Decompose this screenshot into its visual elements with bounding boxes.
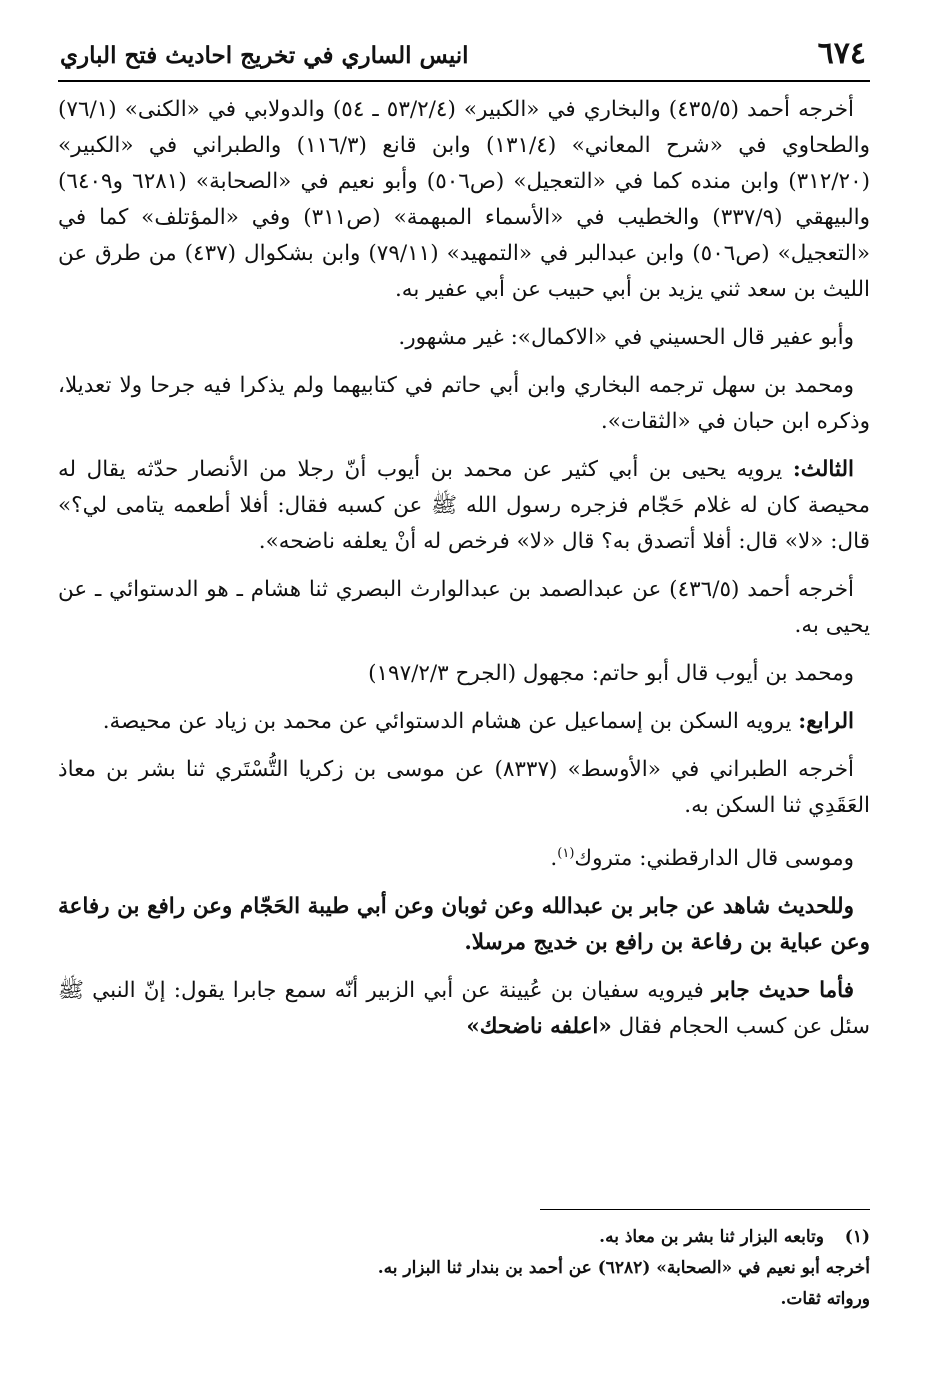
page-header — [58, 34, 870, 82]
paragraph: أخرجه أحمد (٤٣٥/٥) والبخاري في «الكبير» (٥٣/٢/٤ ـ ٥٤) والدولابي في «الكنى» (٧٦/١) والطحاوي في «شرح المعاني» (١٣١/٤) وابن قانع (١١٦/٣) والطبراني في «الكبير» (٣١٢/٢٠) وابن منده كما في «التعجيل» (ص٥٠٦) وأبو نعيم في «الصحابة» (٦٢٨١ و٦٤٠٩) والبيهقي (٣٣٧/٩) والخطيب في «الأسماء المبهمة» (ص٣١١) وفي «المؤتلف» كما في «التعجيل» (ص٥٠٦) وابن عبدالبر في «التمهيد» (٧٩/١١) وابن بشكوال (٤٣٧) من طرق عن الليث بن سعد ثني يزيد بن أبي حبيب عن أبي عفير به. — [58, 97, 871, 302]
book-title: انيس الساري في تخريج احاديث فتح الباري — [60, 42, 469, 69]
footnote-separator — [540, 1209, 870, 1210]
section-label: فأما حديث جابر — [712, 978, 854, 1004]
paragraph: وأبو عفير قال الحسيني في «الاكمال»: غير مشهور. — [398, 325, 854, 350]
paragraph: أخرجه الطبراني في «الأوسط» (٨٣٣٧) عن موسى بن زكريا التُّسْتَري ثنا بشر بن معاذ العَقَدِي ثنا السكن به. — [58, 757, 870, 818]
paragraph-bold: وللحديث شاهد عن جابر بن عبدالله وعن ثوبان وعن أبي طيبة الحَجّام وعن رافع بن رفاعة وعن عباية بن رفاعة بن رافع بن خديج مرسلا. — [58, 894, 870, 956]
footnote-line: ورواته ثقات. — [780, 1289, 870, 1309]
footnote-line: أخرجه أبو نعيم في «الصحابة» (٦٢٨٢) عن أحمد بن بندار ثنا البزار به. — [377, 1258, 870, 1278]
footnote-reference: (١) — [557, 846, 575, 861]
footnotes — [58, 1222, 870, 1315]
paragraph: الثالث: يرويه يحيى بن أبي كثير عن محمد بن أيوب أنّ رجلا من الأنصار حدّثه يقال له محيصة كان له غلام حَجّام فزجره رسول الله ﷺ عن كسبه فقال: أفلا أطعمه يتامى لي؟» قال: «لا» قال: أفلا أتصدق به؟ قال «لا» فرخص له أنْ يعلفه ناضحه». — [58, 457, 870, 554]
paragraph: ومحمد بن سهل ترجمه البخاري وابن أبي حاتم في كتابيهما ولم يذكرا فيه جرحا ولا تعديلا، وذكره ابن حبان في «الثقات». — [58, 373, 870, 434]
paragraph: فأما حديث جابر فيرويه سفيان بن عُيينة عن أبي الزبير أنّه سمع جابرا يقول: إنّ النبي ﷺ سئل عن كسب الحجام فقال «اعلفه ناضحك» — [58, 978, 870, 1040]
page — [58, 34, 870, 1364]
section-label: الرابع: — [798, 709, 854, 734]
paragraph: الرابع: يرويه السكن بن إسماعيل عن هشام الدستوائي عن محمد بن زياد عن محيصة. — [102, 709, 854, 734]
page-number: ٦٧٤ — [817, 36, 866, 71]
paragraph: أخرجه أحمد (٤٣٦/٥) عن عبدالصمد بن عبدالوارث البصري ثنا هشام ـ هو الدستوائي ـ عن يحيى به. — [58, 577, 870, 638]
main-text — [58, 92, 870, 1045]
footnote-line: (١)وتابعه البزار ثنا بشر بن معاذ به. — [58, 1222, 870, 1253]
section-label: الثالث: — [792, 457, 854, 482]
paragraph: ومحمد بن أيوب قال أبو حاتم: مجهول (الجرح ١٩٧/٢/٣) — [368, 661, 854, 686]
footnote-marker: (١) — [844, 1227, 870, 1247]
paragraph: وموسى قال الدارقطني: متروك$^{(١)}$. — [550, 846, 854, 872]
